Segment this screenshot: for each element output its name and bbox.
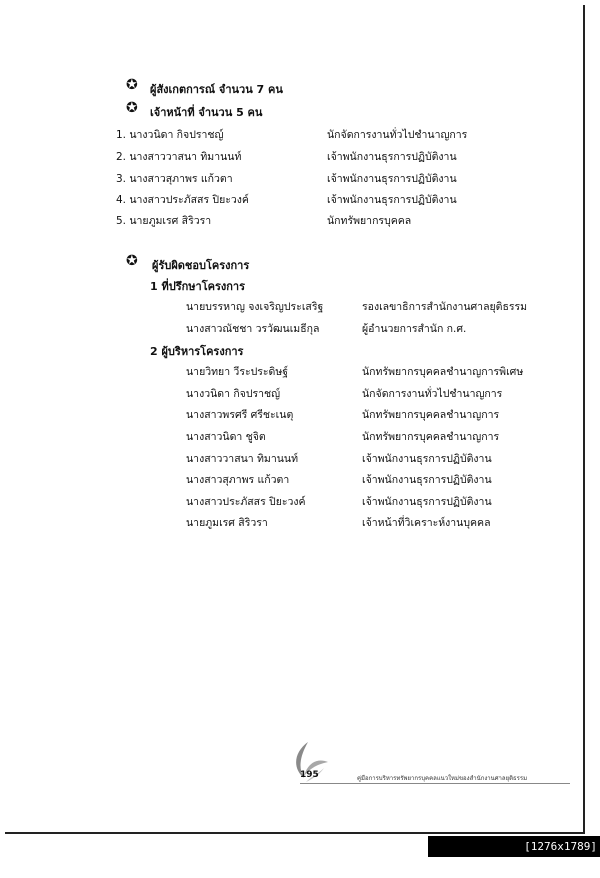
manager-role: นักทรัพยากรบุคคลชำนาญการ — [362, 409, 500, 421]
manager-role: นักทรัพยากรบุคคลชำนาญการพิเศษ — [362, 366, 524, 378]
advisor-name: นายบรรหาญ จงเจริญประเสริฐ — [186, 301, 324, 313]
manager-role: นักทรัพยากรบุคคลชำนาญการ — [362, 431, 500, 443]
staff-role: เจ้าพนักงานธุรการปฏิบัติงาน — [327, 151, 457, 163]
advisors-subheading: 1 ที่ปรึกษาโครงการ — [150, 280, 246, 293]
staff-role: เจ้าพนักงานธุรการปฏิบัติงาน — [327, 173, 457, 185]
manager-role: นักจัดการงานทั่วไปชำนาญการ — [362, 388, 503, 400]
manager-role: เจ้าพนักงานธุรการปฏิบัติงาน — [362, 474, 492, 486]
image-host-watermark: [1276x1789] https://upic.me/ — [428, 836, 600, 857]
manager-name: นางสาวนิดา ชูจิต — [186, 431, 266, 443]
staff-heading: เจ้าหน้าที่ จำนวน 5 คน — [150, 106, 263, 119]
staff-name: 3. นางสาวสุภาพร แก้วตา — [116, 173, 233, 185]
manager-name: นางสาวสุภาพร แก้วตา — [186, 474, 290, 486]
responsible-heading: ผู้รับผิดชอบโครงการ — [152, 259, 250, 272]
star-bullet-icon: ✪ — [126, 100, 138, 116]
footer-text: คู่มือการบริหารทรัพยากรบุคคลแนวใหม่ของสำนักงานศาลยุติธรรม — [357, 775, 528, 782]
manager-role: เจ้าพนักงานธุรการปฏิบัติงาน — [362, 453, 492, 465]
managers-subheading: 2 ผู้บริหารโครงการ — [150, 345, 244, 358]
staff-role: เจ้าพนักงานธุรการปฏิบัติงาน — [327, 194, 457, 206]
star-bullet-icon: ✪ — [126, 77, 138, 93]
manager-name: นางสาวพรศรี ศรีชะเนตุ — [186, 409, 294, 421]
staff-role: นักทรัพยากรบุคคล — [327, 215, 412, 227]
manager-name: นางวนิดา กิจปราชญ์ — [186, 388, 281, 400]
manager-name: นายวิทยา วีระประดิษฐ์ — [186, 366, 289, 378]
manager-role: เจ้าหน้าที่วิเคราะห์งานบุคคล — [362, 517, 491, 529]
staff-name: 1. นางวนิดา กิจปราชญ์ — [116, 129, 224, 141]
manager-name: นางสาวประภัสสร ปิยะวงค์ — [186, 496, 306, 508]
staff-name: 4. นางสาวประภัสสร ปิยะวงค์ — [116, 194, 249, 206]
staff-name: 2. นางสาววาสนา ทิมานนท์ — [116, 151, 242, 163]
star-bullet-icon: ✪ — [126, 253, 138, 269]
manager-role: เจ้าพนักงานธุรการปฏิบัติงาน — [362, 496, 492, 508]
observers-heading: ผู้สังเกตการณ์ จำนวน 7 คน — [150, 83, 283, 96]
footer-divider — [300, 783, 570, 784]
advisor-role: ผู้อำนวยการสำนัก ก.ศ. — [362, 323, 467, 335]
advisor-role: รองเลขาธิการสำนักงานศาลยุติธรรม — [362, 301, 528, 313]
staff-role: นักจัดการงานทั่วไปชำนาญการ — [327, 129, 468, 141]
manager-name: นางสาววาสนา ทิมานนท์ — [186, 453, 299, 465]
page-number: 195 — [300, 770, 319, 780]
advisor-name: นางสาวณัชชา วรวัฒนเมธีกุล — [186, 323, 320, 335]
staff-name: 5. นายภูมเรศ สิริวรา — [116, 215, 212, 227]
manager-name: นายภูมเรศ สิริวรา — [186, 517, 268, 529]
